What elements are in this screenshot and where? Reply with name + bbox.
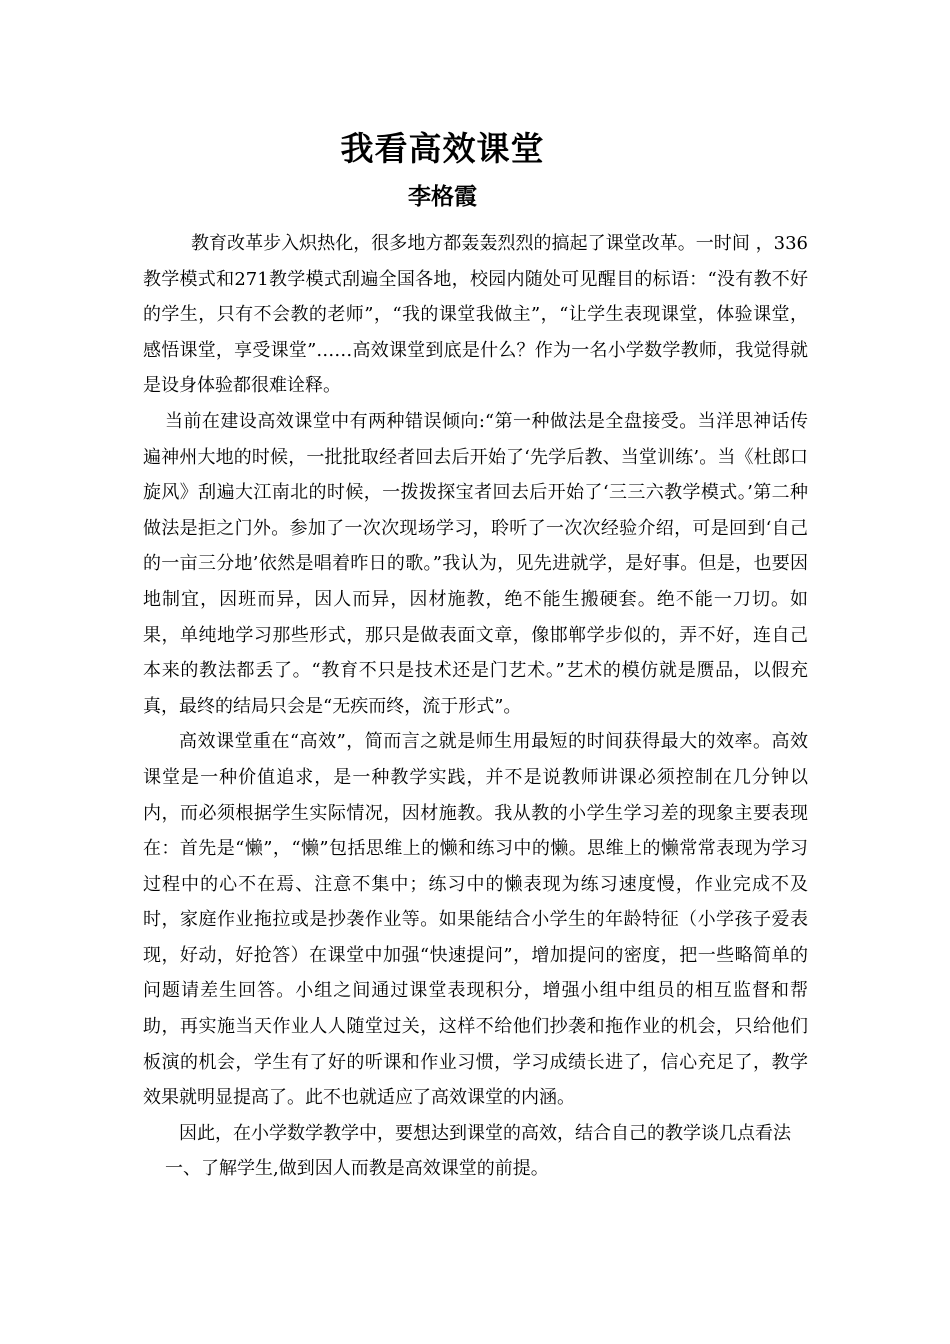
paragraph-conclusion: 因此，在小学数学教学中，要想达到课堂的高效，结合自己的教学谈几点看法 xyxy=(179,1122,791,1144)
document-author: 李格霞 xyxy=(408,183,477,210)
paragraph-errors: 当前在建设高效课堂中有两种错误倾向:“第一种做法是全盘接受。当洋思神话传遍神州大地的时候，一批批取经者回去后开始了‘先学后教、当堂训练’。当《杜郎口旋风》刮遍大江南北的时候，一拨拨探宝者回去后开始了‘三三六教学模式。’第二种做法是拒之门外。参加了一次次现场学习，聆听了一次次经验介绍，可是回到‘自己的一亩三分地’依然是唱着昨日的歌。”我认为，见先进就学，是好事。但是，也要因地制宜，因班而异，因人而异，因材施教，绝不能生搬硬套。绝不能一刀切。如果，单纯地学习那些形式，那只是做表面文章，像邯郸学步似的，弄不好，连自己本来的教法都丢了。“教育不只是技术还是门艺术。”艺术的模仿就是赝品，以假充真，最终的结局只会是“无疾而终，流于形式”。 xyxy=(143,410,808,717)
document-body xyxy=(143,226,808,1187)
section-heading-1: 一、了解学生,做到因人而教是高效课堂的前提。 xyxy=(165,1158,549,1180)
paragraph-efficiency: 高效课堂重在“高效”，简而言之就是师生用最短的时间获得最大的效率。高效课堂是一种价值追求，是一种教学实践，并不是说教师讲课必须控制在几分钟以内，而必须根据学生实际情况，因材施教。我从教的小学生学习差的现象主要表现在：首先是“懒”，“懒”包括思维上的懒和练习中的懒。思维上的懒常常表现为学习过程中的心不在焉、注意不集中；练习中的懒表现为练习速度慢，作业完成不及时，家庭作业拖拉或是抄袭作业等。如果能结合小学生的年龄特征（小学孩子爱表现，好动，好抢答）在课堂中加强“快速提问”，增加提问的密度，把一些略简单的问题请差生回答。小组之间通过课堂表现积分，增强小组中组员的相互监督和帮助，再实施当天作业人人随堂过关，这样不给他们抄袭和拖作业的机会，只给他们板演的机会，学生有了好的听课和作业习惯，学习成绩长进了，信心充足了，教学效果就明显提高了。此不也就适应了高效课堂的内涵。 xyxy=(143,731,808,1109)
document-title: 我看高效课堂 xyxy=(340,129,545,168)
paragraph-intro: 教育改革步入炽热化，很多地方都轰轰烈烈的搞起了课堂改革。一时间 ，336教学模式和271教学模式刮遍全国各地，校园内随处可见醒目的标语：“没有教不好的学生，只有不会教的老师”，“我的课堂我做主”，“让学生表现课堂，体验课堂，感悟课堂，享受课堂”……高效课堂到底是什么？作为一名小学数学教师，我觉得就是设身体验都很难诠释。 xyxy=(143,233,808,397)
